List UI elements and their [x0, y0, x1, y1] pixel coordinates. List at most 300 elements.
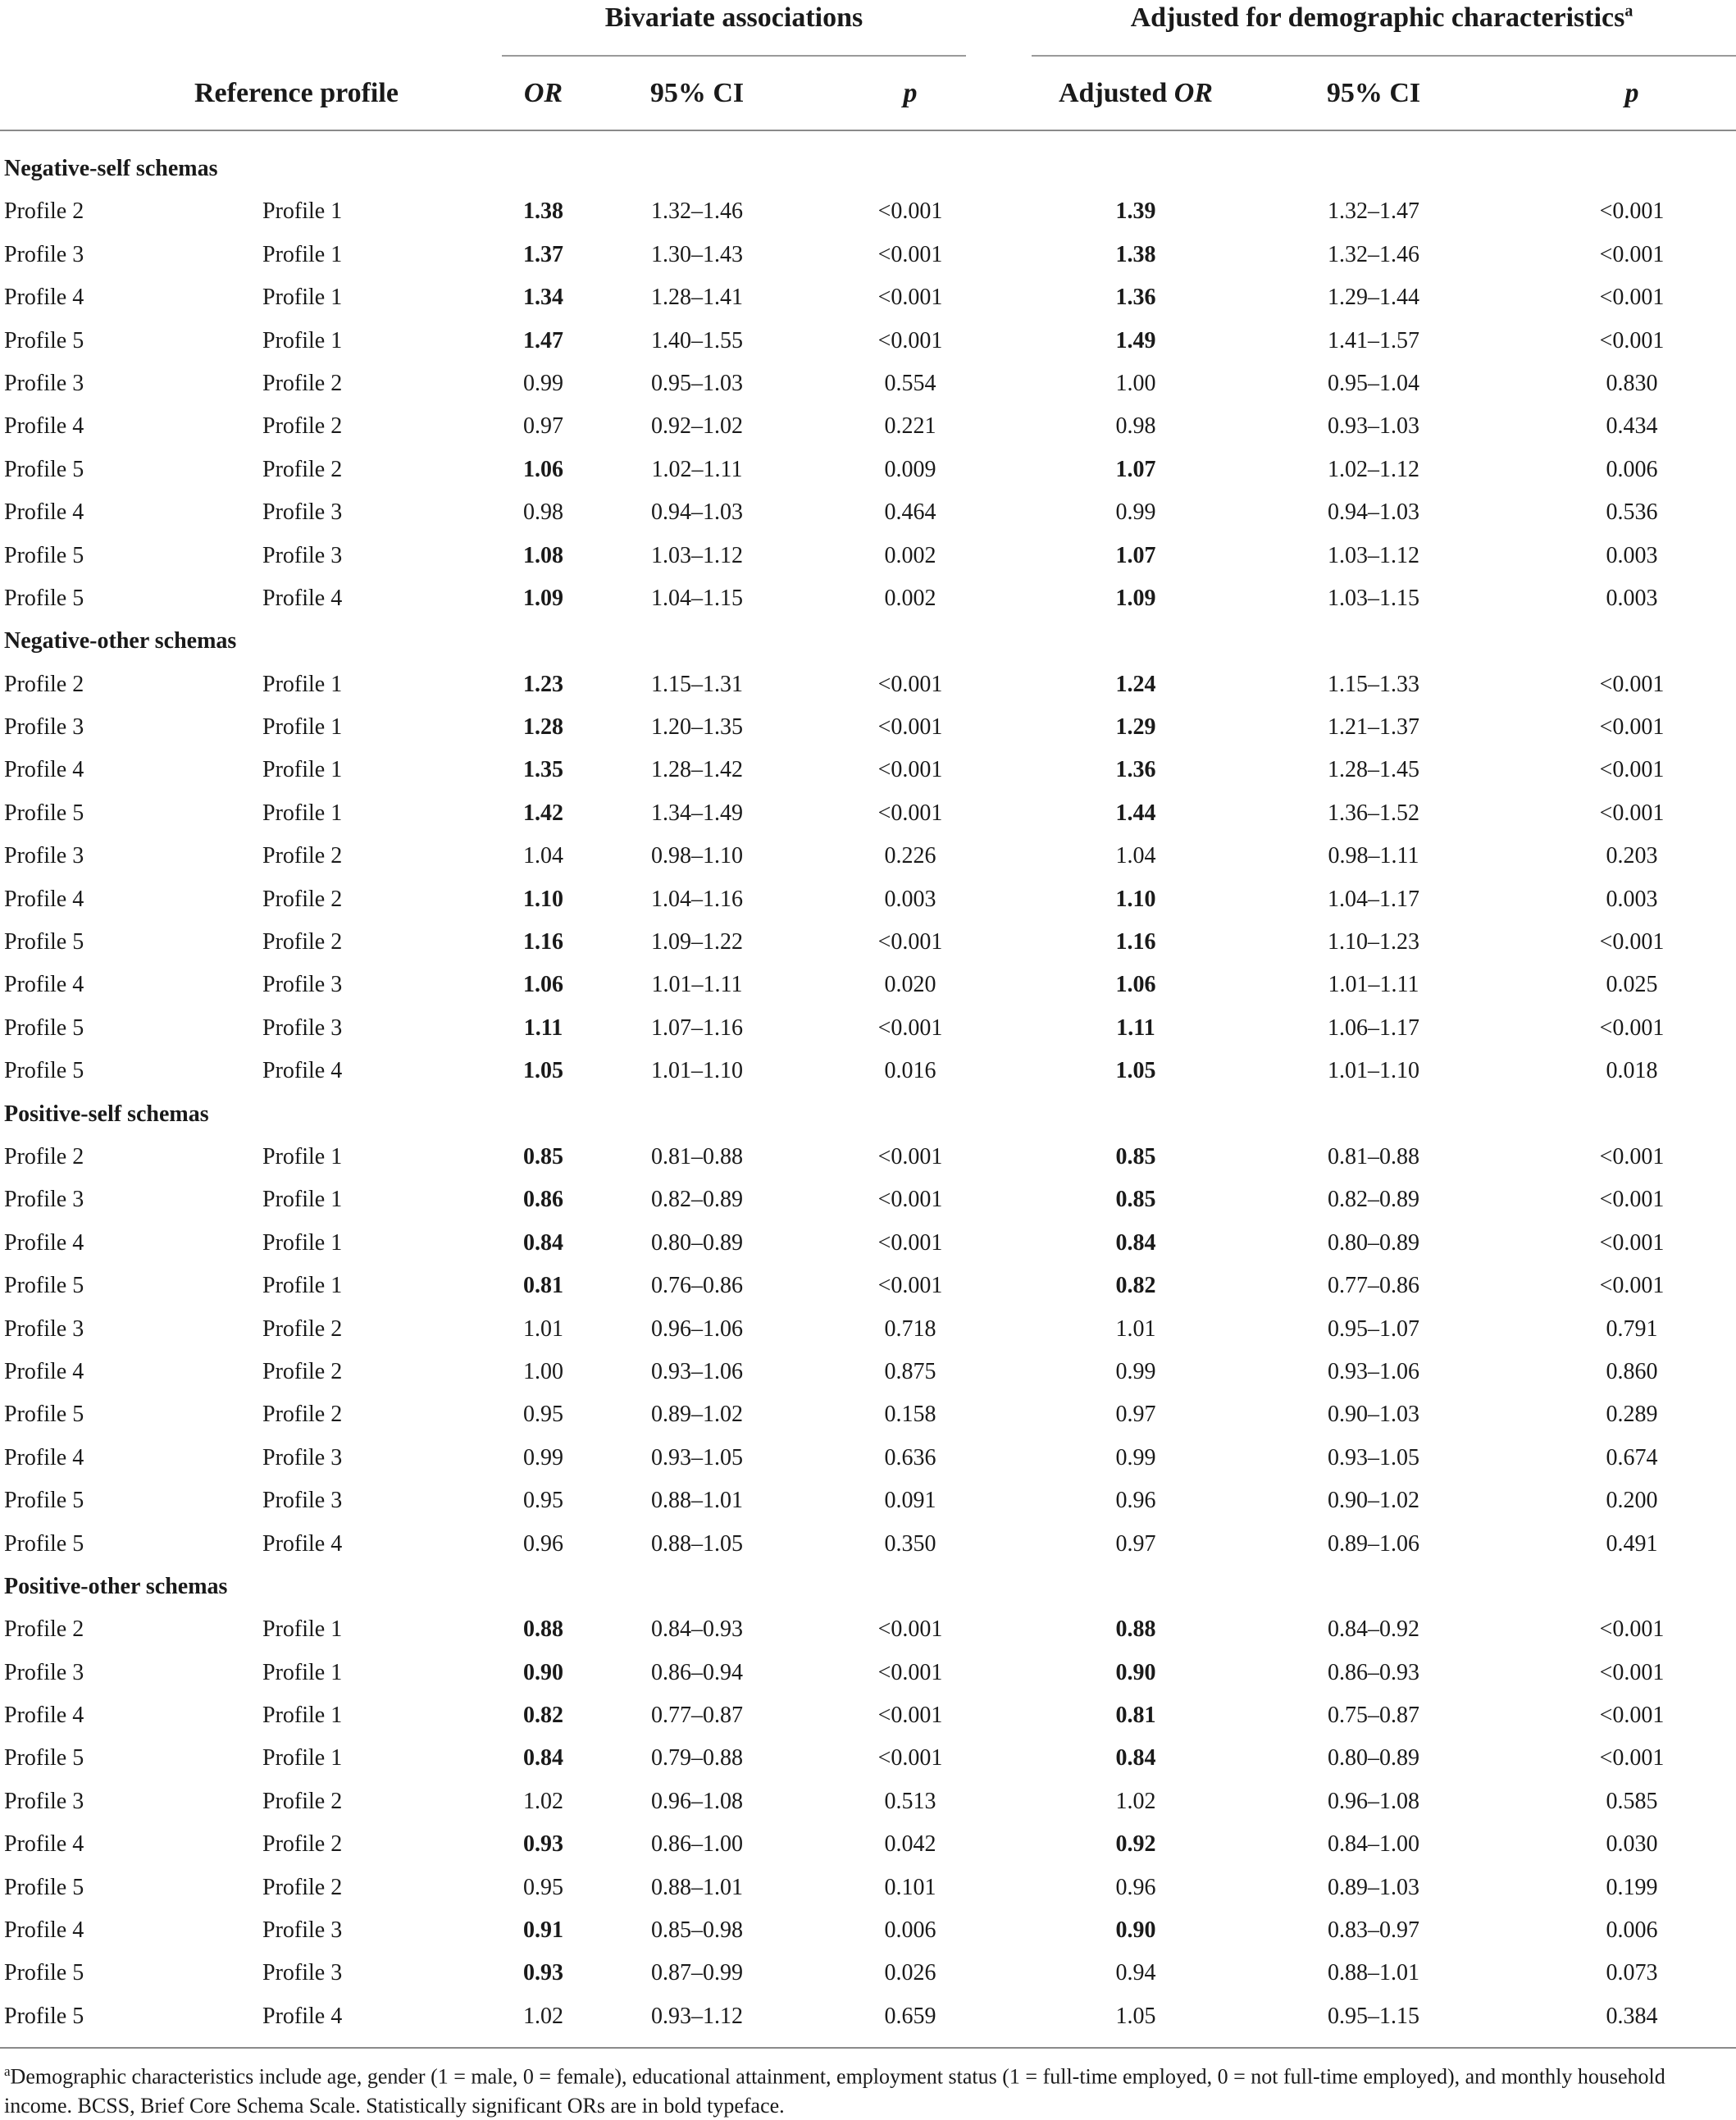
ci-cell: 0.85–0.98: [651, 1917, 743, 1944]
adjusted-ci-cell: 0.83–0.97: [1328, 1917, 1419, 1944]
section-title-text: Negative-other schemas: [4, 628, 237, 654]
p-cell: 0.002: [884, 542, 936, 568]
profile-cell: Profile 5: [4, 456, 84, 482]
ci-cell: 0.84–0.93: [651, 1616, 743, 1643]
adjusted-ci-cell: 0.89–1.03: [1328, 1874, 1419, 1900]
adjusted-ci-cell: 0.96–1.08: [1328, 1788, 1419, 1814]
adjusted-ci-cell: 0.80–0.89: [1328, 1229, 1419, 1256]
adjusted-ci-cell: 1.29–1.44: [1328, 285, 1419, 311]
table-row: [0, 1652, 1736, 1694]
adjusted-or-cell: 1.07: [1115, 542, 1156, 568]
p-cell: <0.001: [877, 714, 943, 741]
table-row: [0, 1351, 1736, 1393]
reference-cell: Profile 1: [262, 1143, 343, 1169]
p-cell: 0.636: [884, 1444, 936, 1470]
adjusted-p-cell: 0.674: [1606, 1444, 1658, 1470]
table-body: [0, 148, 1736, 2038]
adjusted-ci-cell: 1.32–1.47: [1328, 198, 1419, 225]
ci-cell: 0.96–1.08: [651, 1788, 743, 1814]
table-row: [0, 1050, 1736, 1092]
group-header-bivariate: Bivariate associations: [604, 2, 863, 33]
adjusted-ci-cell: 0.86–0.93: [1328, 1659, 1419, 1685]
profile-cell: Profile 2: [4, 671, 84, 697]
ci-cell: 0.86–0.94: [651, 1659, 743, 1685]
reference-cell: Profile 4: [262, 1058, 343, 1084]
adjusted-or-cell: 1.36: [1115, 757, 1156, 783]
adjusted-p-cell: 0.384: [1606, 2003, 1658, 2029]
profile-cell: Profile 5: [4, 1874, 84, 1900]
table-row: [0, 1222, 1736, 1265]
profile-cell: Profile 5: [4, 585, 84, 611]
adjusted-or-cell: 0.99: [1115, 1444, 1156, 1470]
adjusted-ci-cell: 0.81–0.88: [1328, 1143, 1419, 1169]
adjusted-p-cell: <0.001: [1599, 1616, 1665, 1643]
reference-cell: Profile 4: [262, 585, 343, 611]
p-cell: <0.001: [877, 1014, 943, 1041]
adjusted-p-cell: <0.001: [1599, 671, 1665, 697]
reference-cell: Profile 2: [262, 843, 343, 869]
adjusted-p-cell: 0.006: [1606, 456, 1658, 482]
ci-cell: 1.02–1.11: [651, 456, 743, 482]
adjusted-or-cell: 1.36: [1115, 285, 1156, 311]
reference-cell: Profile 1: [262, 285, 343, 311]
col-header-or: OR: [523, 78, 563, 108]
adjusted-ci-cell: 0.89–1.06: [1328, 1530, 1419, 1557]
adjusted-p-cell: 0.791: [1606, 1315, 1658, 1342]
reference-cell: Profile 3: [262, 542, 343, 568]
ci-cell: 1.04–1.16: [651, 886, 743, 912]
reference-cell: Profile 1: [262, 671, 343, 697]
table-row: [0, 1780, 1736, 1823]
ci-cell: 0.82–0.89: [651, 1187, 743, 1213]
adjusted-or-cell: 0.97: [1115, 1402, 1156, 1428]
adjusted-p-cell: 0.289: [1606, 1402, 1658, 1428]
adjusted-p-cell: 0.006: [1606, 1917, 1658, 1944]
profile-cell: Profile 5: [4, 2003, 84, 2029]
table-footnote: $^a$Demographic characteristics include age, gender (1 = male, 0 = female), educational attainment, employment status (1 = full-time employed, 0 = not full-time employed), and monthly household income. BCSS, Brief Core Schema Scale. Statistically significant ORs are in bold typeface.: [4, 2063, 1665, 2118]
profile-cell: Profile 2: [4, 1616, 84, 1643]
ci-cell: 1.34–1.49: [651, 800, 743, 826]
table-row: [0, 1007, 1736, 1050]
ci-cell: 0.93–1.06: [651, 1358, 743, 1384]
adjusted-p-cell: <0.001: [1599, 1014, 1665, 1041]
adjusted-or-cell: 0.90: [1115, 1917, 1156, 1944]
ci-cell: 1.01–1.10: [651, 1058, 743, 1084]
adjusted-ci-cell: 0.95–1.04: [1328, 370, 1419, 396]
or-cell: 0.93: [523, 1960, 563, 1986]
table-row: [0, 1608, 1736, 1651]
adjusted-p-cell: <0.001: [1599, 714, 1665, 741]
profile-cell: Profile 3: [4, 714, 84, 741]
p-cell: <0.001: [877, 757, 943, 783]
or-cell: 0.86: [523, 1187, 563, 1213]
adjusted-p-cell: 0.025: [1606, 972, 1658, 998]
adjusted-or-cell: 0.82: [1115, 1273, 1156, 1299]
adjusted-ci-cell: 1.01–1.11: [1328, 972, 1419, 998]
adjusted-ci-cell: 0.75–0.87: [1328, 1703, 1419, 1729]
or-cell: 1.23: [523, 671, 563, 697]
table-row: [0, 449, 1736, 491]
table-row: [0, 1265, 1736, 1307]
col-header-adjusted-p: p: [1624, 78, 1639, 108]
p-cell: 0.513: [884, 1788, 936, 1814]
adjusted-ci-cell: 0.95–1.07: [1328, 1315, 1419, 1342]
p-cell: 0.026: [884, 1960, 936, 1986]
profile-cell: Profile 4: [4, 886, 84, 912]
or-cell: 1.10: [523, 886, 563, 912]
adjusted-or-cell: 1.00: [1115, 370, 1156, 396]
table-row: [0, 964, 1736, 1006]
reference-cell: Profile 1: [262, 1273, 343, 1299]
or-cell: 1.05: [523, 1058, 563, 1084]
adjusted-ci-cell: 0.88–1.01: [1328, 1960, 1419, 1986]
ci-cell: 0.96–1.06: [651, 1315, 743, 1342]
or-cell: 1.28: [523, 714, 563, 741]
or-cell: 0.99: [523, 370, 563, 396]
or-cell: 0.95: [523, 1402, 563, 1428]
adjusted-p-cell: 0.199: [1606, 1874, 1658, 1900]
profile-cell: Profile 2: [4, 198, 84, 225]
reference-cell: Profile 2: [262, 370, 343, 396]
p-cell: <0.001: [877, 1703, 943, 1729]
profile-cell: Profile 4: [4, 1229, 84, 1256]
ci-cell: 0.80–0.89: [651, 1229, 743, 1256]
adjusted-p-cell: 0.434: [1606, 413, 1658, 440]
profile-cell: Profile 5: [4, 1402, 84, 1428]
ci-cell: 0.94–1.03: [651, 499, 743, 526]
profile-cell: Profile 4: [4, 499, 84, 526]
profile-cell: Profile 3: [4, 370, 84, 396]
p-cell: <0.001: [877, 285, 943, 311]
or-cell: 1.02: [523, 1788, 563, 1814]
adjusted-or-cell: 1.05: [1115, 2003, 1156, 2029]
ci-cell: 1.20–1.35: [651, 714, 743, 741]
adjusted-or-cell: 0.90: [1115, 1659, 1156, 1685]
ci-cell: 0.89–1.02: [651, 1402, 743, 1428]
adjusted-or-cell: 1.24: [1115, 671, 1156, 697]
group-rule-adjusted: [1032, 55, 1736, 57]
or-cell: 0.85: [523, 1143, 563, 1169]
or-cell: 0.88: [523, 1616, 563, 1643]
table-row: [0, 276, 1736, 319]
adjusted-ci-cell: 0.82–0.89: [1328, 1187, 1419, 1213]
footer-rule: [0, 2047, 1736, 2049]
profile-cell: Profile 4: [4, 1917, 84, 1944]
or-cell: 1.47: [523, 327, 563, 353]
adjusted-or-cell: 1.10: [1115, 886, 1156, 912]
ci-cell: 0.76–0.86: [651, 1273, 743, 1299]
adjusted-or-cell: 0.94: [1115, 1960, 1156, 1986]
adjusted-ci-cell: 0.77–0.86: [1328, 1273, 1419, 1299]
adjusted-or-cell: 0.96: [1115, 1488, 1156, 1514]
adjusted-ci-cell: 1.03–1.12: [1328, 542, 1419, 568]
adjusted-ci-cell: 0.84–1.00: [1328, 1831, 1419, 1858]
ci-cell: 0.87–0.99: [651, 1960, 743, 1986]
ci-cell: 1.15–1.31: [651, 671, 743, 697]
ci-cell: 1.03–1.12: [651, 542, 743, 568]
reference-cell: Profile 1: [262, 1745, 343, 1771]
adjusted-ci-cell: 1.41–1.57: [1328, 327, 1419, 353]
reference-cell: Profile 1: [262, 1703, 343, 1729]
p-cell: 0.350: [884, 1530, 936, 1557]
or-cell: 1.08: [523, 542, 563, 568]
table-row: [0, 1136, 1736, 1179]
reference-cell: Profile 2: [262, 929, 343, 955]
p-cell: <0.001: [877, 800, 943, 826]
p-cell: 0.020: [884, 972, 936, 998]
or-cell: 0.95: [523, 1874, 563, 1900]
table-row: [0, 921, 1736, 964]
or-cell: 1.02: [523, 2003, 563, 2029]
adjusted-or-cell: 1.02: [1115, 1788, 1156, 1814]
adjusted-or-cell: 0.85: [1115, 1143, 1156, 1169]
adjusted-or-cell: 0.92: [1115, 1831, 1156, 1858]
adjusted-or-cell: 1.39: [1115, 198, 1156, 225]
profile-cell: Profile 5: [4, 929, 84, 955]
footnote-marker: a: [1624, 2, 1633, 21]
table-row: [0, 1393, 1736, 1436]
or-cell: 0.96: [523, 1530, 563, 1557]
profile-cell: Profile 5: [4, 1488, 84, 1514]
adjusted-ci-cell: 0.84–0.92: [1328, 1616, 1419, 1643]
table-row: [0, 1437, 1736, 1479]
reference-cell: Profile 2: [262, 1402, 343, 1428]
adjusted-or-cell: 0.84: [1115, 1229, 1156, 1256]
adjusted-p-cell: 0.830: [1606, 370, 1658, 396]
reference-cell: Profile 2: [262, 886, 343, 912]
p-cell: <0.001: [877, 1659, 943, 1685]
adjusted-p-cell: <0.001: [1599, 198, 1665, 225]
p-cell: <0.001: [877, 1187, 943, 1213]
profile-cell: Profile 5: [4, 327, 84, 353]
ci-cell: 1.30–1.43: [651, 241, 743, 267]
or-cell: 0.91: [523, 1917, 563, 1944]
adjusted-ci-cell: 0.93–1.06: [1328, 1358, 1419, 1384]
adjusted-p-cell: 0.003: [1606, 542, 1658, 568]
adjusted-ci-cell: 1.32–1.46: [1328, 241, 1419, 267]
table-row: [0, 1179, 1736, 1221]
p-cell: 0.009: [884, 456, 936, 482]
profile-cell: Profile 5: [4, 1058, 84, 1084]
profile-cell: Profile 4: [4, 1444, 84, 1470]
adjusted-p-cell: <0.001: [1599, 1143, 1665, 1169]
adjusted-ci-cell: 0.93–1.05: [1328, 1444, 1419, 1470]
table-row: [0, 1823, 1736, 1866]
adjusted-or-cell: 1.38: [1115, 241, 1156, 267]
or-cell: 1.06: [523, 972, 563, 998]
table-row: [0, 1995, 1736, 2038]
adjusted-or-cell: 1.49: [1115, 327, 1156, 353]
p-cell: 0.016: [884, 1058, 936, 1084]
or-cell: 1.35: [523, 757, 563, 783]
profile-cell: Profile 3: [4, 1788, 84, 1814]
p-cell: 0.002: [884, 585, 936, 611]
profile-cell: Profile 3: [4, 241, 84, 267]
adjusted-or-cell: 0.96: [1115, 1874, 1156, 1900]
adjusted-p-cell: 0.491: [1606, 1530, 1658, 1557]
profile-cell: Profile 5: [4, 1745, 84, 1771]
adjusted-p-cell: <0.001: [1599, 929, 1665, 955]
p-cell: <0.001: [877, 198, 943, 225]
p-cell: <0.001: [877, 327, 943, 353]
p-cell: <0.001: [877, 929, 943, 955]
p-cell: 0.158: [884, 1402, 936, 1428]
ci-cell: 0.92–1.02: [651, 413, 743, 440]
adjusted-p-cell: 0.860: [1606, 1358, 1658, 1384]
or-cell: 1.38: [523, 198, 563, 225]
reference-cell: Profile 2: [262, 1315, 343, 1342]
adjusted-p-cell: 0.200: [1606, 1488, 1658, 1514]
or-cell: 0.95: [523, 1488, 563, 1514]
profile-cell: Profile 5: [4, 542, 84, 568]
ci-cell: 0.86–1.00: [651, 1831, 743, 1858]
or-cell: 0.81: [523, 1273, 563, 1299]
profile-cell: Profile 3: [4, 1315, 84, 1342]
profile-cell: Profile 4: [4, 1831, 84, 1858]
section-title-text: Negative-self schemas: [4, 156, 218, 181]
section-title-text: Positive-other schemas: [4, 1573, 228, 1599]
table-row: [0, 405, 1736, 448]
adjusted-ci-cell: 1.15–1.33: [1328, 671, 1419, 697]
adjusted-or-cell: 1.09: [1115, 585, 1156, 611]
or-cell: 1.09: [523, 585, 563, 611]
table-row: [0, 749, 1736, 791]
ci-cell: 1.09–1.22: [651, 929, 743, 955]
p-cell: 0.221: [884, 413, 936, 440]
table-row: [0, 1952, 1736, 1995]
table-row: [0, 535, 1736, 577]
adjusted-p-cell: <0.001: [1599, 327, 1665, 353]
col-header-ci: 95% CI: [649, 78, 745, 108]
adjusted-p-cell: <0.001: [1599, 1187, 1665, 1213]
adjusted-p-cell: <0.001: [1599, 1703, 1665, 1729]
p-cell: 0.006: [884, 1917, 936, 1944]
adjusted-p-cell: <0.001: [1599, 757, 1665, 783]
reference-cell: Profile 3: [262, 1444, 343, 1470]
table-row: [0, 577, 1736, 620]
profile-cell: Profile 3: [4, 843, 84, 869]
table-row: [0, 1308, 1736, 1351]
adjusted-p-cell: <0.001: [1599, 1659, 1665, 1685]
reference-cell: Profile 1: [262, 714, 343, 741]
adjusted-ci-cell: 1.02–1.12: [1328, 456, 1419, 482]
adjusted-p-cell: 0.203: [1606, 843, 1658, 869]
reference-cell: Profile 1: [262, 1616, 343, 1643]
reference-cell: Profile 3: [262, 972, 343, 998]
p-cell: <0.001: [877, 1273, 943, 1299]
p-cell: 0.659: [884, 2003, 936, 2029]
profile-cell: Profile 2: [4, 1143, 84, 1169]
table-row: [0, 320, 1736, 362]
adjusted-ci-cell: 1.03–1.15: [1328, 585, 1419, 611]
section-title-text: Positive-self schemas: [4, 1101, 209, 1127]
ci-cell: 1.04–1.15: [651, 585, 743, 611]
adjusted-or-cell: 1.01: [1115, 1315, 1156, 1342]
col-header-reference: Reference profile: [194, 78, 399, 108]
adjusted-ci-cell: 1.36–1.52: [1328, 800, 1419, 826]
adjusted-ci-cell: 1.01–1.10: [1328, 1058, 1419, 1084]
reference-cell: Profile 1: [262, 198, 343, 225]
col-header-adjusted-ci: 95% CI: [1326, 78, 1421, 108]
ci-cell: 0.88–1.05: [651, 1530, 743, 1557]
adjusted-ci-cell: 0.90–1.02: [1328, 1488, 1419, 1514]
adjusted-p-cell: <0.001: [1599, 800, 1665, 826]
ci-cell: 1.28–1.42: [651, 757, 743, 783]
reference-cell: Profile 1: [262, 327, 343, 353]
profile-cell: Profile 5: [4, 1960, 84, 1986]
adjusted-ci-cell: 1.10–1.23: [1328, 929, 1419, 955]
or-cell: 0.99: [523, 1444, 563, 1470]
reference-cell: Profile 1: [262, 1229, 343, 1256]
or-cell: 1.00: [523, 1358, 563, 1384]
table-row: [0, 792, 1736, 835]
adjusted-or-cell: 1.29: [1115, 714, 1156, 741]
ci-cell: 0.79–0.88: [651, 1745, 743, 1771]
ci-cell: 1.28–1.41: [651, 285, 743, 311]
or-cell: 1.16: [523, 929, 563, 955]
col-header-p: p: [903, 78, 918, 108]
adjusted-or-cell: 1.16: [1115, 929, 1156, 955]
or-cell: 0.98: [523, 499, 563, 526]
reference-cell: Profile 1: [262, 1659, 343, 1685]
or-cell: 0.84: [523, 1745, 563, 1771]
ci-cell: 0.93–1.12: [651, 2003, 743, 2029]
adjusted-or-cell: 1.05: [1115, 1058, 1156, 1084]
profile-cell: Profile 3: [4, 1659, 84, 1685]
adjusted-or-cell: 0.99: [1115, 1358, 1156, 1384]
header-rule: [0, 130, 1736, 131]
adjusted-or-cell: 0.98: [1115, 413, 1156, 440]
reference-cell: Profile 1: [262, 800, 343, 826]
table-row: [0, 1694, 1736, 1737]
p-cell: 0.554: [884, 370, 936, 396]
adjusted-p-cell: 0.536: [1606, 499, 1658, 526]
ci-cell: 1.01–1.11: [651, 972, 743, 998]
or-cell: 0.90: [523, 1659, 563, 1685]
adjusted-ci-cell: 0.98–1.11: [1328, 843, 1419, 869]
p-cell: 0.718: [884, 1315, 936, 1342]
adjusted-or-cell: 1.44: [1115, 800, 1156, 826]
reference-cell: Profile 3: [262, 1014, 343, 1041]
adjusted-or-cell: 0.84: [1115, 1745, 1156, 1771]
adjusted-ci-cell: 1.04–1.17: [1328, 886, 1419, 912]
adjusted-ci-cell: 0.90–1.03: [1328, 1402, 1419, 1428]
adjusted-ci-cell: 0.80–0.89: [1328, 1745, 1419, 1771]
or-cell: 0.84: [523, 1229, 563, 1256]
ci-cell: 0.93–1.05: [651, 1444, 743, 1470]
profile-cell: Profile 5: [4, 1014, 84, 1041]
table-row: [0, 491, 1736, 534]
table-row: [0, 835, 1736, 878]
adjusted-or-cell: 1.11: [1116, 1014, 1155, 1041]
profile-cell: Profile 4: [4, 285, 84, 311]
or-cell: 1.04: [523, 843, 563, 869]
table-row: [0, 706, 1736, 749]
reference-cell: Profile 2: [262, 456, 343, 482]
p-cell: 0.464: [884, 499, 936, 526]
ci-cell: 0.81–0.88: [651, 1143, 743, 1169]
col-header-adjusted-or: Adjusted OR: [1059, 78, 1213, 108]
adjusted-ci-cell: 0.93–1.03: [1328, 413, 1419, 440]
reference-cell: Profile 2: [262, 1831, 343, 1858]
adjusted-p-cell: <0.001: [1599, 1229, 1665, 1256]
reference-cell: Profile 4: [262, 2003, 343, 2029]
adjusted-p-cell: 0.030: [1606, 1831, 1658, 1858]
ci-cell: 0.95–1.03: [651, 370, 743, 396]
profile-cell: Profile 4: [4, 1358, 84, 1384]
or-cell: 0.82: [523, 1703, 563, 1729]
group-header-adjusted: Adjusted for demographic characteristics$^a$: [1130, 2, 1633, 33]
